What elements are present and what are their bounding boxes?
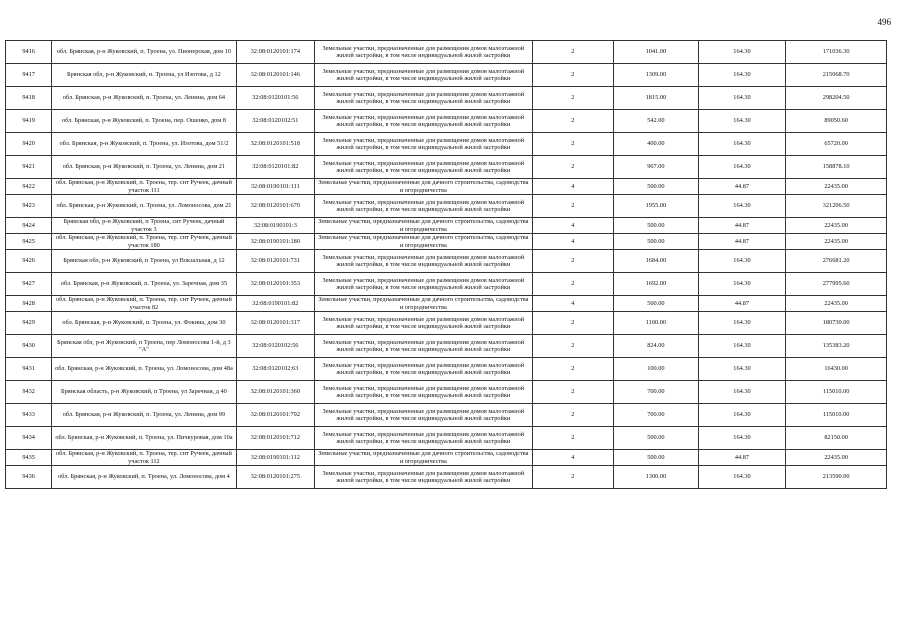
cadastral-value-cell: 321206.50 [786,195,887,218]
land-use-cell: Земельные участки, предназначенные для размещения домов малоэтажной жилой застройки, в том числе индивидуальной жилой застройки [315,195,532,218]
rate-cell: 44.87 [698,450,786,466]
address-cell: Брянская обл, р-н Жуковский, п Троена, пер Ломоносова 1-й, д 3 "А" [52,335,236,358]
cadastral-number-cell: 32:08:0120101:792 [236,404,315,427]
row-number: 9419 [6,110,52,133]
cadastral-number-cell: 32:08:0120102:51 [236,110,315,133]
cadastral-value-cell: 22435.00 [786,450,887,466]
area-cell: 100.00 [614,358,699,381]
area-cell: 400.00 [614,133,699,156]
rate-cell: 44.87 [698,179,786,195]
area-cell: 824.00 [614,335,699,358]
table-row [6,250,887,273]
cadastral-number-cell: 32:08:0190101:82 [236,296,315,312]
land-use-cell: Земельные участки, предназначенные для размещения домов малоэтажной жилой застройки, в том числе индивидуальной жилой застройки [315,110,532,133]
table-row [6,296,887,312]
category-cell: 2 [532,64,614,87]
address-cell: Брянская обл, р-н Жуковский, п. Троена, ул Изотова, д 12 [52,64,236,87]
cadastral-value-cell: 22435.00 [786,218,887,234]
address-cell: обл. Брянская, р-н Жуковский, п. Троена, ул. Фокина, дом 30 [52,312,236,335]
cadastral-number-cell: 32:08:0120101:360 [236,381,315,404]
address-cell: обл. Брянская, р-н Жуковский, п. Троена, ул. Ломоносова, дом 21 [52,195,236,218]
category-cell: 2 [532,358,614,381]
row-number: 9434 [6,427,52,450]
table-row [6,335,887,358]
land-use-cell: Земельные участки, предназначенные для размещения домов малоэтажной жилой застройки, в том числе индивидуальной жилой застройки [315,156,532,179]
cadastral-number-cell: 32:08:0120101:712 [236,427,315,450]
land-use-cell: Земельные участки, предназначенные для размещения домов малоэтажной жилой застройки, в том числе индивидуальной жилой застройки [315,427,532,450]
land-use-cell: Земельные участки, предназначенные для размещения домов малоэтажной жилой застройки, в том числе индивидуальной жилой застройки [315,312,532,335]
land-use-cell: Земельные участки, предназначенные для размещения домов малоэтажной жилой застройки, в том числе индивидуальной жилой застройки [315,466,532,489]
cadastral-value-cell: 277995.60 [786,273,887,296]
address-cell: обл. Брянская, р-н Жуковский, п. Троена, тер. снт Ручеек, дачный участок 111 [52,179,236,195]
address-cell: обл. Брянская, р-н Жуковский, п. Троена, ул. Заречная, дом 35 [52,273,236,296]
row-number: 9426 [6,250,52,273]
page-number: 496 [877,17,891,27]
category-cell: 2 [532,156,614,179]
cadastral-value-cell: 115010.00 [786,381,887,404]
category-cell: 2 [532,427,614,450]
area-cell: 542.00 [614,110,699,133]
area-cell: 1309.00 [614,64,699,87]
row-number: 9430 [6,335,52,358]
rate-cell: 164.30 [698,466,786,489]
cadastral-value-cell: 22435.00 [786,179,887,195]
category-cell: 2 [532,195,614,218]
rate-cell: 164.30 [698,64,786,87]
land-use-cell: Земельные участки, предназначенные для дачного строительства, садоводства и огородничества [315,234,532,250]
cadastral-number-cell: 32:08:0120101:146 [236,64,315,87]
table-row [6,273,887,296]
category-cell: 2 [532,133,614,156]
row-number: 9425 [6,234,52,250]
cadastral-value-cell: 215068.70 [786,64,887,87]
cadastral-value-cell: 276681.20 [786,250,887,273]
land-use-cell: Земельные участки, предназначенные для размещения домов малоэтажной жилой застройки, в том числе индивидуальной жилой застройки [315,358,532,381]
cadastral-value-cell: 82150.00 [786,427,887,450]
cadastral-value-cell: 115010.00 [786,404,887,427]
cadastral-number-cell: 32:08:0190101:112 [236,450,315,466]
table-row [6,312,887,335]
cadastral-value-cell: 16430.00 [786,358,887,381]
table-row [6,218,887,234]
rate-cell: 164.30 [698,335,786,358]
category-cell: 2 [532,312,614,335]
land-use-cell: Земельные участки, предназначенные для дачного строительства, садоводства и огородничества [315,450,532,466]
table-body [6,41,887,489]
area-cell: 700.00 [614,381,699,404]
area-cell: 1692.00 [614,273,699,296]
address-cell: обл. Брянская, р-н Жуковский, п. Троена, тер. снт Ручеек, дачный участок 180 [52,234,236,250]
land-use-cell: Земельные участки, предназначенные для размещения домов малоэтажной жилой застройки, в том числе индивидуальной жилой застройки [315,250,532,273]
table-row [6,133,887,156]
category-cell: 2 [532,404,614,427]
address-cell: обл. Брянская, р-н Жуковский, п. Троена, ул. Ленина, дом 99 [52,404,236,427]
address-cell: обл. Брянская, р-н Жуковский, п. Троена, ул. Пионерская, дом 10 [52,41,236,64]
land-use-cell: Земельные участки, предназначенные для размещения домов малоэтажной жилой застройки, в том числе индивидуальной жилой застройки [315,41,532,64]
row-number: 9423 [6,195,52,218]
cadastral-number-cell: 32:08:0190101:111 [236,179,315,195]
rate-cell: 164.30 [698,273,786,296]
table-row [6,156,887,179]
area-cell: 1300.00 [614,466,699,489]
table-row [6,195,887,218]
cadastral-number-cell: 32:08:0190101:3 [236,218,315,234]
rate-cell: 164.30 [698,195,786,218]
land-use-cell: Земельные участки, предназначенные для размещения домов малоэтажной жилой застройки, в том числе индивидуальной жилой застройки [315,87,532,110]
table-row [6,358,887,381]
area-cell: 700.00 [614,404,699,427]
cadastral-value-cell: 158878.10 [786,156,887,179]
cadastral-value-cell: 22435.00 [786,296,887,312]
cadastral-number-cell: 32:08:0120102:63 [236,358,315,381]
address-cell: Брянская обл, р-н Жуковский, п Троена, ул Вокзальная, д 12 [52,250,236,273]
area-cell: 1955.00 [614,195,699,218]
rate-cell: 164.30 [698,358,786,381]
rate-cell: 164.30 [698,133,786,156]
row-number: 9418 [6,87,52,110]
row-number: 9428 [6,296,52,312]
category-cell: 4 [532,450,614,466]
cadastral-number-cell: 32:08:0120101:518 [236,133,315,156]
category-cell: 2 [532,87,614,110]
table-row [6,450,887,466]
rate-cell: 164.30 [698,41,786,64]
category-cell: 4 [532,179,614,195]
table-row [6,87,887,110]
rate-cell: 164.30 [698,250,786,273]
cadastral-number-cell: 32:08:0120102:56 [236,335,315,358]
table-row [6,179,887,195]
address-cell: обл. Брянская, р-н Жуковский, п. Троена, ул. Ленина, дом 21 [52,156,236,179]
row-number: 9422 [6,179,52,195]
table-row [6,41,887,64]
category-cell: 4 [532,218,614,234]
category-cell: 2 [532,41,614,64]
cadastral-value-cell: 213590.00 [786,466,887,489]
address-cell: обл. Брянская, р-н Жуковский, п. Троена, ул. Пичкуровая, дом 10а [52,427,236,450]
address-cell: обл. Брянская, р-н Жуковский, п. Троена, ул. Изотова, дом 51/2 [52,133,236,156]
cadastral-number-cell: 32:08:0120101:731 [236,250,315,273]
rate-cell: 44.87 [698,234,786,250]
address-cell: обл. Брянская, р-н Жуковский, п. Троена, ул. Ломоносова, дом 4 [52,466,236,489]
row-number: 9432 [6,381,52,404]
land-use-cell: Земельные участки, предназначенные для размещения домов малоэтажной жилой застройки, в том числе индивидуальной жилой застройки [315,64,532,87]
cadastral-value-cell: 65720.00 [786,133,887,156]
address-cell: обл. Брянская, р-н Жуковский, п. Троена, тер. снт Ручеек, дачный участок 112 [52,450,236,466]
category-cell: 2 [532,250,614,273]
row-number: 9431 [6,358,52,381]
cadastral-number-cell: 32:08:0120101:317 [236,312,315,335]
area-cell: 1100.00 [614,312,699,335]
rate-cell: 44.87 [698,218,786,234]
land-use-cell: Земельные участки, предназначенные для размещения домов малоэтажной жилой застройки, в том числе индивидуальной жилой застройки [315,335,532,358]
cadastral-value-cell: 22435.00 [786,234,887,250]
address-cell: Брянская обл, р-н Жуковский, п Троена, снт Ручеек, дачный участок 3 [52,218,236,234]
area-cell: 500.00 [614,450,699,466]
land-use-cell: Земельные участки, предназначенные для дачного строительства, садоводства и огородничества [315,296,532,312]
table-row [6,404,887,427]
category-cell: 2 [532,273,614,296]
cadastral-value-cell: 89050.60 [786,110,887,133]
area-cell: 500.00 [614,234,699,250]
cadastral-number-cell: 32:08:0120101:670 [236,195,315,218]
table-row [6,234,887,250]
rate-cell: 164.30 [698,404,786,427]
row-number: 9427 [6,273,52,296]
row-number: 9417 [6,64,52,87]
cadastral-number-cell: 32:08:0120101:275 [236,466,315,489]
row-number: 9433 [6,404,52,427]
area-cell: 500.00 [614,427,699,450]
area-cell: 500.00 [614,218,699,234]
table-row [6,466,887,489]
area-cell: 1684.00 [614,250,699,273]
address-cell: обл. Брянская, р-н Жуковский, п. Троена, тер. снт Ручеек, дачный участок 82 [52,296,236,312]
address-cell: Брянская область, р-н Жуковский, п Троена, ул Заречная, д 40 [52,381,236,404]
area-cell: 1041.00 [614,41,699,64]
table-row [6,381,887,404]
table-row [6,427,887,450]
address-cell: обл. Брянская, р-н Жуковский, п. Троена, ул. Ленина, дом 64 [52,87,236,110]
row-number: 9420 [6,133,52,156]
category-cell: 4 [532,296,614,312]
area-cell: 500.00 [614,296,699,312]
row-number: 9435 [6,450,52,466]
land-register-table [5,40,887,489]
cadastral-value-cell: 135383.20 [786,335,887,358]
cadastral-value-cell: 180730.00 [786,312,887,335]
row-number: 9421 [6,156,52,179]
rate-cell: 164.30 [698,87,786,110]
row-number: 9416 [6,41,52,64]
area-cell: 1815.00 [614,87,699,110]
rate-cell: 164.30 [698,427,786,450]
cadastral-value-cell: 298204.50 [786,87,887,110]
cadastral-number-cell: 32:08:0120101:82 [236,156,315,179]
land-use-cell: Земельные участки, предназначенные для размещения домов малоэтажной жилой застройки, в том числе индивидуальной жилой застройки [315,404,532,427]
row-number: 9429 [6,312,52,335]
category-cell: 2 [532,466,614,489]
cadastral-number-cell: 32:08:0120101:56 [236,87,315,110]
cadastral-number-cell: 32:08:0120101:174 [236,41,315,64]
cadastral-number-cell: 32:08:0120101:353 [236,273,315,296]
land-use-cell: Земельные участки, предназначенные для размещения домов малоэтажной жилой застройки, в том числе индивидуальной жилой застройки [315,273,532,296]
row-number: 9436 [6,466,52,489]
rate-cell: 164.30 [698,381,786,404]
address-cell: обл. Брянская, р-н Жуковский, п. Троена, ул. Ломоносова, дом 48а [52,358,236,381]
cadastral-number-cell: 32:08:0190101:180 [236,234,315,250]
cadastral-value-cell: 171036.30 [786,41,887,64]
area-cell: 500.00 [614,179,699,195]
rate-cell: 164.30 [698,110,786,133]
rate-cell: 164.30 [698,156,786,179]
table-row [6,110,887,133]
area-cell: 967.00 [614,156,699,179]
category-cell: 2 [532,335,614,358]
rate-cell: 44.87 [698,296,786,312]
category-cell: 2 [532,381,614,404]
land-use-cell: Земельные участки, предназначенные для дачного строительства, садоводства и огородничества [315,218,532,234]
category-cell: 4 [532,234,614,250]
category-cell: 2 [532,110,614,133]
row-number: 9424 [6,218,52,234]
table-row [6,64,887,87]
land-use-cell: Земельные участки, предназначенные для размещения домов малоэтажной жилой застройки, в том числе индивидуальной жилой застройки [315,381,532,404]
land-use-cell: Земельные участки, предназначенные для размещения домов малоэтажной жилой застройки, в том числе индивидуальной жилой застройки [315,133,532,156]
rate-cell: 164.30 [698,312,786,335]
land-use-cell: Земельные участки, предназначенные для дачного строительства, садоводства и огородничества [315,179,532,195]
address-cell: обл. Брянская, р-н Жуковский, п. Троена, пер. Ошенко, дом 8 [52,110,236,133]
